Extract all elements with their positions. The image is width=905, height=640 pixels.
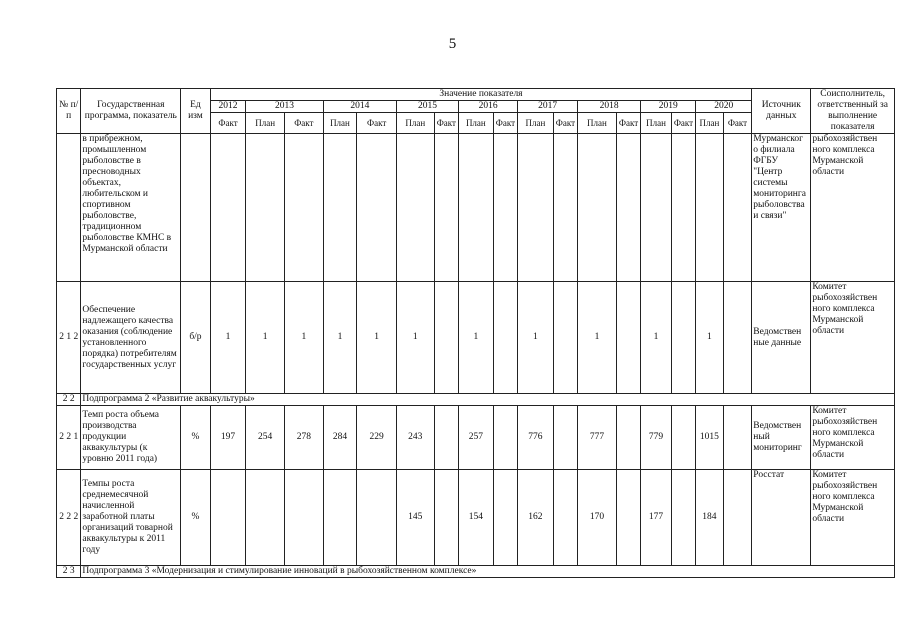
- col-num-header: № п/п: [57, 89, 81, 134]
- row-source: Ведомствен ные данные: [752, 282, 811, 394]
- value-2016-plan: 257: [459, 406, 494, 470]
- table-row: [57, 470, 895, 566]
- value-2013-plan: 254: [246, 406, 285, 470]
- table-row: [57, 406, 895, 470]
- year-2017: 2017: [518, 101, 578, 113]
- value-2019-plan: 779: [641, 406, 672, 470]
- year-2014: 2014: [323, 101, 396, 113]
- value-2012-fact: 197: [210, 406, 246, 470]
- row-unit: %: [181, 406, 211, 470]
- row-executor: рыбохозяйствен ного комплекса Мурманской области: [811, 134, 895, 282]
- year-2016: 2016: [459, 101, 518, 113]
- value-2017-plan: 1: [518, 282, 554, 394]
- row-name: Темпы роста среднемесячной начисленной заработной платы организаций товарной аквакультуры к 2011 году: [81, 470, 181, 566]
- plan-2013: План: [246, 113, 285, 134]
- value-2012-fact: 1: [210, 282, 246, 394]
- subprogram-title: Подпрограмма 2 «Развитие аквакультуры»: [81, 394, 895, 406]
- row-source: Мурманског о филиала ФГБУ "Центр системы мониторинга рыболовства и связи": [752, 134, 811, 282]
- value-2013-plan: 1: [246, 282, 285, 394]
- table-row: [57, 134, 895, 282]
- year-2020: 2020: [696, 101, 752, 113]
- plan-2014: План: [323, 113, 357, 134]
- fact-2017: Факт: [553, 113, 577, 134]
- value-2013-fact: 278: [285, 406, 324, 470]
- plan-2017: План: [518, 113, 554, 134]
- plan-2015: План: [396, 113, 434, 134]
- fact-2013: Факт: [285, 113, 324, 134]
- subprogram-num: 2 3: [57, 566, 81, 578]
- subprogram-row: [57, 394, 895, 406]
- value-2015-plan: 145: [396, 470, 434, 566]
- indicator-value-header: Значение показателя: [210, 89, 752, 101]
- plan-2019: План: [641, 113, 672, 134]
- year-2019: 2019: [641, 101, 696, 113]
- value-2018-plan: 777: [578, 406, 617, 470]
- value-2019-plan: 1: [641, 282, 672, 394]
- value-2016-plan: 154: [459, 470, 494, 566]
- row-executor: Комитет рыбохозяйствен ного комплекса Мурманской области: [811, 470, 895, 566]
- value-2014-fact: 229: [357, 406, 397, 470]
- row-source: Росстат: [752, 470, 811, 566]
- value-2020-plan: 1: [696, 282, 723, 394]
- row-name: Темп роста объема производства продукции аквакультуры (к уровню 2011 года): [81, 406, 181, 470]
- row-source: Ведомствен ный мониторинг: [752, 406, 811, 470]
- plan-2020: План: [696, 113, 723, 134]
- table-row: [57, 282, 895, 394]
- value-2018-plan: 170: [578, 470, 617, 566]
- year-2015: 2015: [396, 101, 458, 113]
- fact-2018: Факт: [616, 113, 640, 134]
- row-num: 2 1 2: [57, 282, 81, 394]
- value-2016-plan: 1: [459, 282, 494, 394]
- value-2013-fact: 1: [285, 282, 324, 394]
- year-2013: 2013: [246, 101, 323, 113]
- plan-2018: План: [578, 113, 617, 134]
- fact-2012: Факт: [210, 113, 246, 134]
- fact-2015: Факт: [434, 113, 458, 134]
- fact-2016: Факт: [493, 113, 517, 134]
- row-name: Обеспечение надлежащего качества оказания (соблюдение установленного порядка) потребителям государственных услуг: [81, 282, 181, 394]
- col-coexecutor-header: Соисполнитель, ответственный за выполнение показателя: [811, 89, 895, 134]
- year-2012: 2012: [210, 101, 246, 113]
- plan-2016: План: [459, 113, 494, 134]
- value-2015-plan: 243: [396, 406, 434, 470]
- value-2014-plan: 1: [323, 282, 357, 394]
- row-executor: Комитет рыбохозяйствен ного комплекса Мурманской области: [811, 406, 895, 470]
- fact-2019: Факт: [671, 113, 695, 134]
- row-name: в прибрежном, промышленном рыболовстве в пресноводных объектах, любительском и спортивном рыболовстве, традиционном рыболовстве КМНС в Мурманской области: [81, 134, 181, 282]
- header-row-1: [57, 89, 895, 101]
- value-2017-plan: 776: [518, 406, 554, 470]
- col-source-header: Источник данных: [752, 89, 811, 134]
- fact-2014: Факт: [357, 113, 397, 134]
- subprogram-num: 2 2: [57, 394, 81, 406]
- year-2018: 2018: [578, 101, 641, 113]
- row-num: 2 2 2: [57, 470, 81, 566]
- fact-2020: Факт: [723, 113, 752, 134]
- value-2015-plan: 1: [396, 282, 434, 394]
- value-2014-fact: 1: [357, 282, 397, 394]
- row-unit: б/р: [181, 282, 211, 394]
- col-unit-header: Ед изм: [181, 89, 211, 134]
- value-2017-plan: 162: [518, 470, 554, 566]
- value-2014-plan: 284: [323, 406, 357, 470]
- indicator-table: [56, 88, 895, 578]
- subprogram-row: [57, 566, 895, 578]
- value-2018-plan: 1: [578, 282, 617, 394]
- subprogram-title: Подпрограмма 3 «Модернизация и стимулирование инноваций в рыбохозяйственном комплексе»: [81, 566, 895, 578]
- value-2020-plan: 1015: [696, 406, 723, 470]
- col-name-header: Государственная программа, показатель: [81, 89, 181, 134]
- value-2020-plan: 184: [696, 470, 723, 566]
- row-num: 2 2 1: [57, 406, 81, 470]
- value-2019-plan: 177: [641, 470, 672, 566]
- row-unit: %: [181, 470, 211, 566]
- page-number: 5: [448, 36, 457, 52]
- row-executor: Комитет рыбохозяйствен ного комплекса Мурманской области: [811, 282, 895, 394]
